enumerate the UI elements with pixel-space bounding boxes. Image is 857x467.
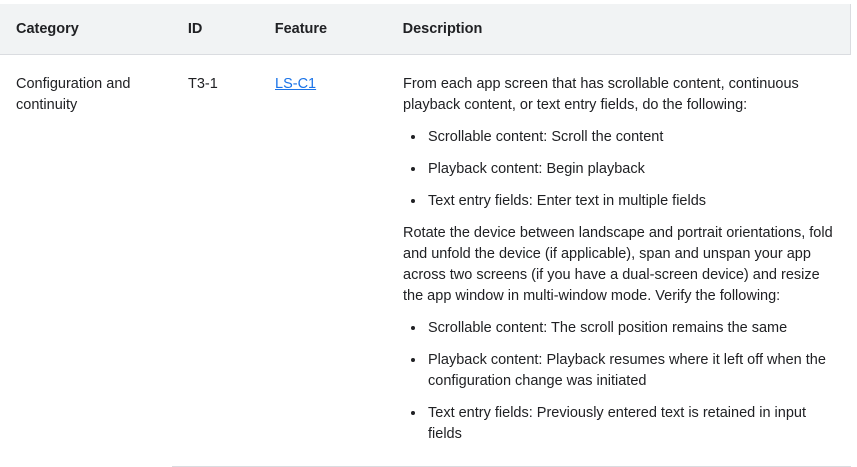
cell-id: T3-1 — [172, 55, 259, 467]
list-item: • Scrollable content: Scroll the content — [426, 127, 835, 148]
column-header-category: Category — [16, 21, 79, 37]
list-item: • Playback content: Playback resumes where it left off when the configuration change was initiated — [426, 350, 835, 392]
description-paragraph: From each app screen that has scrollable content, continuous playback content, or text entry fields, do the following: — [403, 76, 799, 113]
description-list — [403, 127, 835, 212]
list-item: • Text entry fields: Previously entered text is retained in input fields — [426, 403, 835, 445]
description-list — [403, 318, 835, 445]
cell-description — [387, 55, 851, 467]
column-header-description: Description — [402, 21, 483, 37]
list-item: • Playback content: Begin playback — [426, 159, 835, 180]
column-header-feature: Feature — [274, 21, 328, 37]
column-header-id: ID — [187, 21, 203, 37]
list-item: • Scrollable content: The scroll position remains the same — [426, 318, 835, 339]
test-criteria-table — [0, 4, 851, 467]
cell-category: Configuration and continuity — [16, 76, 131, 113]
cell-feature — [259, 55, 387, 467]
list-item: • Text entry fields: Enter text in multiple fields — [426, 191, 835, 212]
description-paragraph: Rotate the device between landscape and portrait orientations, fold and unfold the device (if applicable), span and unspan your app across two screens (if you have a dual-screen device) and resize the app window in multi-window mode. Verify the following: — [403, 225, 833, 304]
table-header-row — [0, 4, 851, 55]
feature-link[interactable]: LS-C1 — [275, 76, 317, 92]
table-row — [0, 55, 851, 467]
